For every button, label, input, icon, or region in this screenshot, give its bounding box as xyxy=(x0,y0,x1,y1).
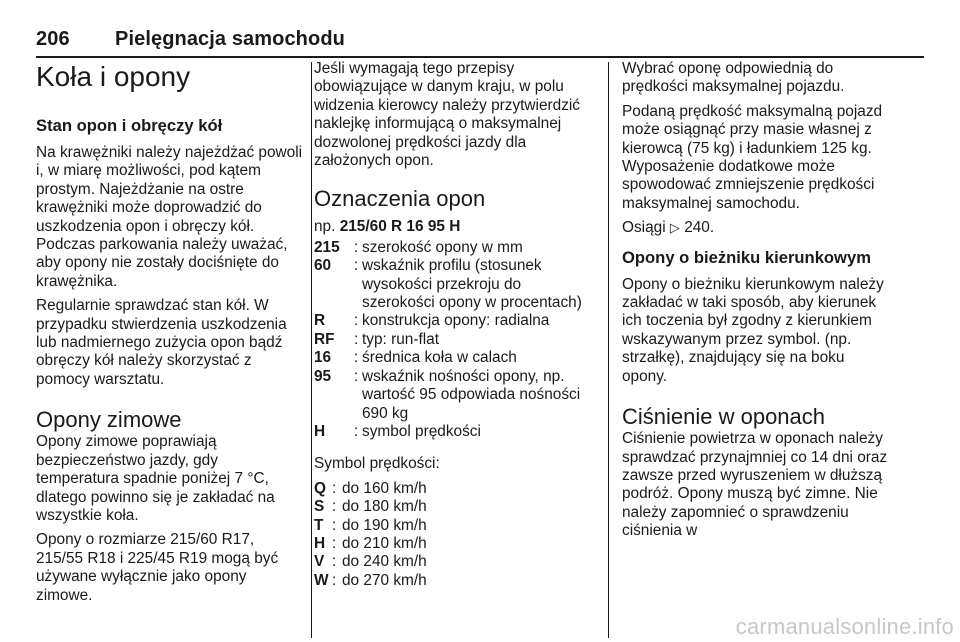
column-2 xyxy=(314,60,596,636)
paragraph-winter-tyres-1: Opony zimowe poprawiają bezpieczeństwo jazdy, gdy temperatura spadnie poniżej 7 °C, dlatego powinno się je zakładać na wszystkie koła. xyxy=(36,433,275,524)
paragraph-max-speed: Podaną prędkość maksymalną pojazd może osiągnąć przy masie własnej z kierowcą (75 kg) i ładunkiem 125 kg. Wyposażenie dodatkowe może spowodować zmniejszenie prędkości maksymalnej samochodu. xyxy=(622,102,883,212)
example-prefix: np. xyxy=(314,218,336,236)
code-key: 16 xyxy=(314,349,332,367)
separator: : xyxy=(354,312,359,330)
speed-value: do 180 km/h xyxy=(342,498,427,516)
paragraph-performance-ref xyxy=(622,219,890,237)
separator: : xyxy=(332,479,337,497)
code-key: 95 xyxy=(314,367,332,385)
separator: : xyxy=(354,349,359,367)
section-heading-wheels-tyres: Koła i opony xyxy=(36,61,191,92)
subheading-directional-tyres: Opony o bieżniku kierunkowym xyxy=(622,247,871,267)
speed-symbol-title: Symbol prędkości: xyxy=(314,455,440,473)
separator: : xyxy=(354,422,359,440)
code-desc: typ: run-flat xyxy=(362,330,439,348)
separator: : xyxy=(332,498,337,516)
speed-value: do 190 km/h xyxy=(342,516,427,534)
paragraph-check-wheels: Regularnie sprawdzać stan kół. W przypadku stwierdzenia uszkodzenia lub nadmiernego zużycia opon bądź obręczy kół należy skorzystać z pomocy warsztatu. xyxy=(36,297,287,388)
separator: : xyxy=(332,534,337,552)
example-code: 215/60 R 16 95 H xyxy=(339,218,461,236)
paragraph-tyre-pressure: Ciśnienie powietrza w oponach należy sprawdzać przynajmniej co 14 dni oraz zawsze przed wyruszeniem w dłuższą podróż. Opony muszą być zimne. Nie należy zapomnieć o sprawdzeniu ciśnienia w xyxy=(622,430,888,540)
paragraph-directional-tyres: Opony o bieżniku kierunkowym należy zakładać w taki sposób, aby kierunek ich toczenia był zgodny z kierunkiem wskazywanym przez symbol. (np. strzałkę), znajdujący się na boku opony. xyxy=(622,275,884,385)
separator: : xyxy=(332,516,337,534)
separator: : xyxy=(354,330,359,348)
code-desc: szerokość opony w mm xyxy=(362,238,523,256)
separator: : xyxy=(354,238,359,256)
watermark: carmanualsonline.info xyxy=(735,614,954,639)
code-key: R xyxy=(314,312,326,330)
code-desc: średnica koła w calach xyxy=(362,349,517,367)
performance-text: Osiągi xyxy=(622,219,666,237)
performance-page-link[interactable]: 240. xyxy=(684,219,715,237)
speed-value: do 240 km/h xyxy=(342,553,427,571)
header-rule xyxy=(36,56,924,58)
separator: : xyxy=(332,553,337,571)
heading-winter-tyres: Opony zimowe xyxy=(36,407,182,433)
speed-key: W xyxy=(314,571,329,589)
paragraph-speed-sticker: Jeśli wymagają tego przepisy obowiązujące w danym kraju, w polu widzenia kierowcy należy przytwierdzić naklejkę informującą o maksymalnej dozwolonej prędkości jazdy dla założonych opon. xyxy=(314,60,581,170)
tyre-code-list xyxy=(314,239,596,441)
example-code-line xyxy=(314,218,596,236)
page-number: 206 xyxy=(36,28,70,50)
code-desc: symbol prędkości xyxy=(362,422,481,440)
speed-value: do 160 km/h xyxy=(342,479,427,497)
code-key: H xyxy=(314,422,326,440)
subheading-tyre-condition: Stan opon i obręczy kół xyxy=(36,116,223,135)
code-desc: konstrukcja opony: radialna xyxy=(362,312,550,330)
page-header xyxy=(36,28,950,56)
separator: : xyxy=(332,571,337,589)
speed-key: H xyxy=(314,534,326,552)
column-divider-1 xyxy=(311,62,312,638)
paragraph-kerbs: Na krawężniki należy najeżdżać powoli i, w miarę możliwości, pod kątem prostym. Najeżdżanie na ostre krawężniki może doprowadzić do uszkodzenia opon i obręczy kół. Podczas parkowania należy uważać, aby opony nie zostały dociśnięte do krawężnika. xyxy=(36,144,303,290)
page-ref-arrow-icon: ▷ xyxy=(669,220,680,236)
speed-key: T xyxy=(314,516,324,534)
paragraph-choose-tyre: Wybrać oponę odpowiednią do prędkości maksymalnej pojazdu. xyxy=(622,60,845,96)
speed-key: V xyxy=(314,553,325,571)
code-desc: wskaźnik nośności opony, np. wartość 95 odpowiada nośności 690 kg xyxy=(362,367,581,422)
column-3 xyxy=(622,60,890,636)
code-key: 60 xyxy=(314,257,332,275)
separator: : xyxy=(354,257,359,275)
code-key: 215 xyxy=(314,238,340,256)
code-desc: wskaźnik profilu (stosunek wysokości przekroju do szerokości opony w procentach) xyxy=(362,257,582,312)
speed-value: do 210 km/h xyxy=(342,534,427,552)
column-divider-2 xyxy=(608,62,609,638)
code-key: RF xyxy=(314,330,335,348)
paragraph-winter-tyres-2: Opony o rozmiarze 215/60 R17, 215/55 R18 i 225/45 R19 mogą być używane wyłącznie jako opony zimowe. xyxy=(36,531,279,604)
heading-tyre-designations: Oznaczenia opon xyxy=(314,186,486,212)
page-header-title: Pielęgnacja samochodu xyxy=(115,28,345,50)
speed-value: do 270 km/h xyxy=(342,571,427,589)
heading-tyre-pressure: Ciśnienie w oponach xyxy=(622,404,826,430)
separator: : xyxy=(354,367,359,385)
column-1 xyxy=(36,60,304,636)
speed-key: Q xyxy=(314,479,326,497)
speed-key: S xyxy=(314,498,325,516)
speed-symbol-list xyxy=(314,480,596,590)
